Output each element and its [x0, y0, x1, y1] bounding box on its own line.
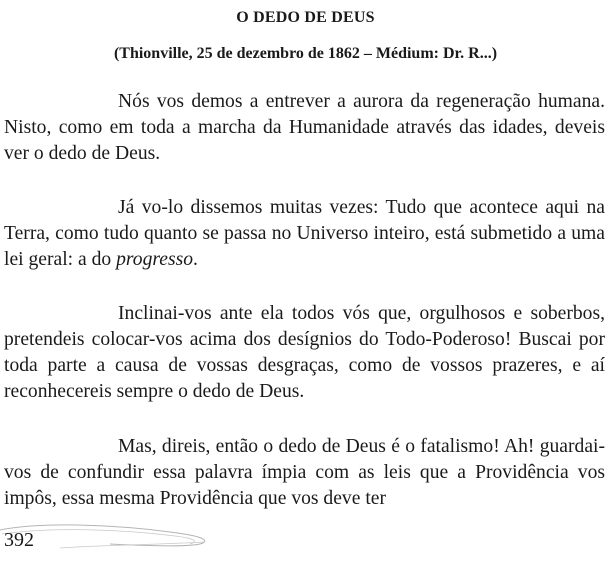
page-title: O DEDO DE DEUS: [236, 9, 375, 26]
paragraph-4: Mas, direis, então o dedo de Deus é o fatalismo! Ah! guardai-vos de confundir essa palavra ímpia com as leis que a Providência vos impôs, essa mesma Providência que vos deve ter: [4, 436, 605, 509]
page-number: 392: [4, 529, 34, 551]
flourish-stroke-3: [60, 542, 205, 548]
page-subtitle: (Thionville, 25 de dezembro de 1862 – Médium: Dr. R...): [113, 45, 498, 62]
page-flourish-ornament: [0, 518, 240, 552]
paragraph-2: [4, 195, 605, 273]
emphasis-progresso: progresso: [116, 249, 194, 270]
paragraph-2-end: .: [193, 249, 198, 270]
paragraph-1: Nós vos demos a entrever a aurora da regeneração humana. Nisto, como em toda a marcha da Humanidade através das idades, deveis ver o dedo de Deus.: [4, 91, 605, 164]
paragraph-3: Inclinai-vos ante ela todos vós que, orgulhosos e soberbos, pretendeis colocar-vos acima dos desígnios do Todo-Poderoso! Buscai por toda parte a causa de vossas desgraças, como de vossos prazeres, e aí reconhecereis sempre o dedo de Deus.: [4, 303, 605, 402]
paragraph-2-text: Já vo-lo dissemos muitas vezes: Tudo que acontece aqui na Terra, como tudo quanto se passa no Universo inteiro, está submetido a uma lei geral: a do: [4, 197, 605, 270]
